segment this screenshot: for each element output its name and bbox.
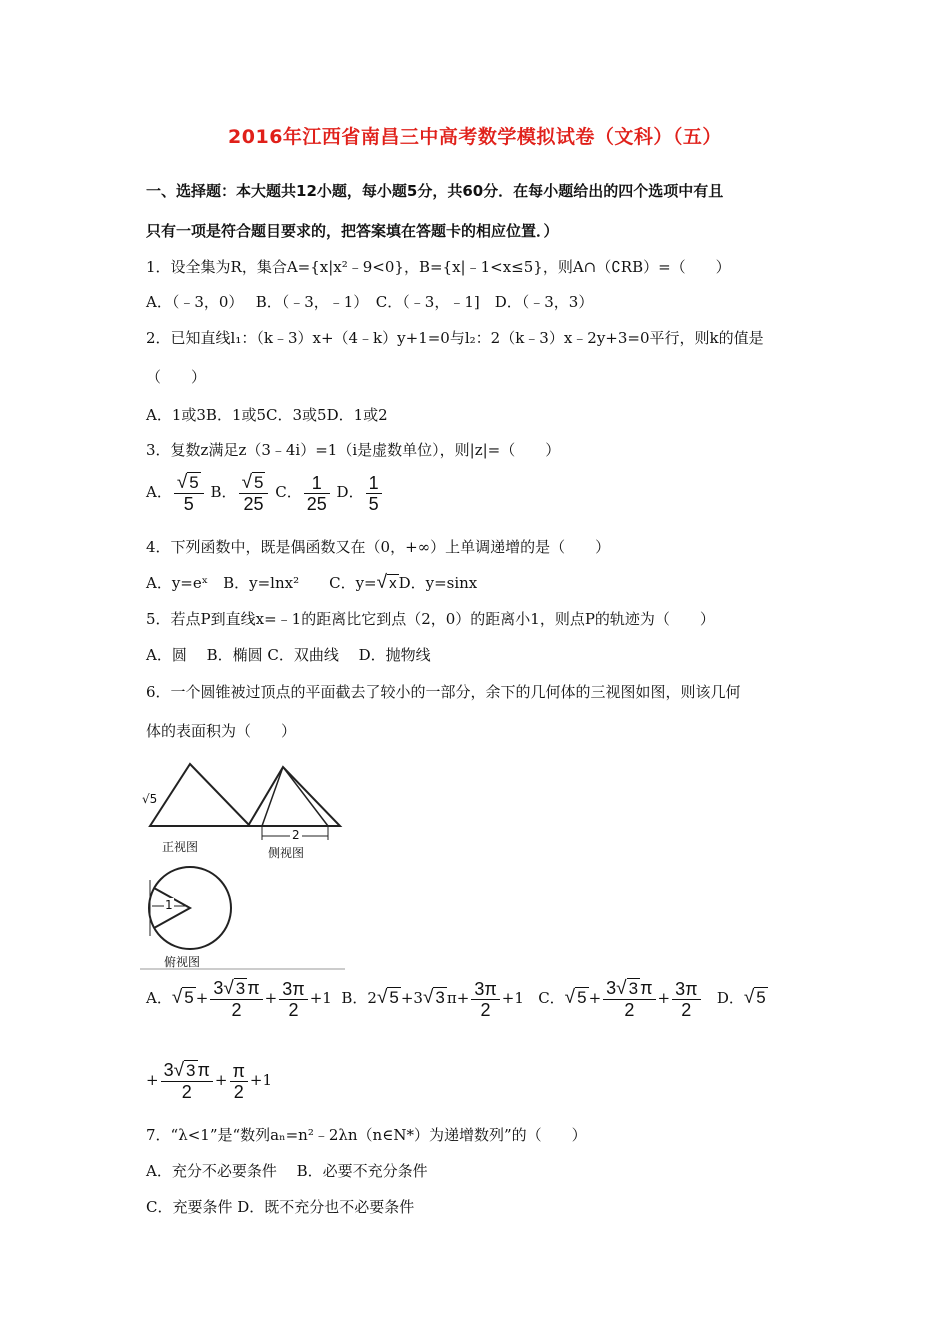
q7-options-1: A．充分不必要条件 B．必要不充分条件 xyxy=(146,1162,428,1180)
q3-b-numerator: 5 xyxy=(254,473,264,492)
q6-option-c-label: C． xyxy=(538,989,565,1007)
q3-d-numerator: 1 xyxy=(366,473,382,494)
q3-option-a-label: A． xyxy=(146,483,172,501)
fig-two-label: 2 xyxy=(292,828,300,842)
q3-stem: 3．复数z满足z（3﹣4i）=1（i是虚数单位），则|z|=（ ） xyxy=(146,441,561,459)
front-view-triangle xyxy=(150,764,250,826)
sqrt-icon: √ xyxy=(376,572,388,593)
q7-stem: 7．“λ<1”是“数列aₙ=n²﹣2λn（n∈N*）为递增数列”的（ ） xyxy=(146,1126,587,1144)
q6-c-frac2: $\frac{3\pi}{2}$ xyxy=(672,979,700,1020)
q6-b-frac: $\frac{3\pi}{2}$ xyxy=(471,979,499,1020)
q4-options xyxy=(146,572,477,594)
q2-stem-cont: （ ） xyxy=(146,368,207,386)
q6-options-row: A．√ 5 + $\frac{3√ 3 \pi}{2}$ + $\frac{3\pi}{2}$ +1 B．2√ 5 +3√ 3 π+ $\frac{3\pi}{2}$ +1 C．√ 5 + $\frac{3√ 3 \pi}{2}$ + $\frac{3\pi}{2}$ D．√ 5 xyxy=(146,978,766,1020)
q6-d-frac2: $\frac{\pi}{2}$ xyxy=(230,1061,248,1102)
q6-option-d-cont: + $\frac{3√ 3 \pi}{2}$ + $\frac{\pi}{2}$ +1 xyxy=(146,1060,273,1102)
q3-c-numerator: 1 xyxy=(304,473,330,494)
q3-option-d-fraction xyxy=(366,473,382,514)
q3-b-denominator: 25 xyxy=(243,494,264,514)
q6-a-frac2: $\frac{3\pi}{2}$ xyxy=(279,979,307,1020)
q3-d-denominator: 5 xyxy=(368,493,379,514)
q3-a-denominator: 5 xyxy=(183,494,194,514)
fig-sqrt5-label: √5 xyxy=(142,792,158,806)
fig-one-label: 1 xyxy=(165,898,173,912)
q2-stem: 2．已知直线l₁：（k﹣3）x+（4﹣k）y+1=0与l₂：2（k﹣3）x﹣2y+3=0平行，则k的值是 xyxy=(146,329,764,347)
q6-option-a-label: A． xyxy=(146,989,172,1007)
q4-stem: 4．下列函数中，既是偶函数又在（0，+∞）上单调递增的是（ ） xyxy=(146,538,611,556)
q6-d-frac1: $\frac{3√ 3 \pi}{2}$ xyxy=(161,1060,213,1102)
q4-option-d: D．y=sinx xyxy=(398,574,478,592)
q1-stem: 1．设全集为R，集合A={x|x²﹣9<0}，B={x|﹣1<x≤5}，则A∩（∁RB）=（ ） xyxy=(146,258,731,276)
q3-option-a-fraction: $\frac{√ 5}{5}$ xyxy=(174,472,204,514)
q3-option-c-fraction xyxy=(304,473,330,514)
q6-option-b-label: B． xyxy=(341,989,368,1007)
q3-c-denominator: 25 xyxy=(306,493,327,514)
q6-option-d-label: D． xyxy=(716,989,744,1007)
q3-options xyxy=(146,472,384,514)
q5-options: A．圆 B．椭圆 C．双曲线 D．抛物线 xyxy=(146,646,431,664)
three-view-drawing xyxy=(140,754,345,970)
q5-stem: 5．若点P到直线x=﹣1的距离比它到点（2，0）的距离小1，则点P的轨迹为（ ） xyxy=(146,610,715,628)
q4-sqrt-x: x xyxy=(389,575,397,592)
q6-a-sqrt5: 5 xyxy=(184,988,194,1007)
q3-option-b-fraction: $\frac{√ 5}{25}$ xyxy=(239,472,269,514)
three-view-figure xyxy=(140,754,345,970)
fig-front-caption: 正视图 xyxy=(162,840,199,854)
q6-a-plus: + xyxy=(195,989,209,1007)
q3-option-c-label: C． xyxy=(275,483,302,501)
q3-a-numerator: 5 xyxy=(189,473,199,492)
fig-side-caption: 侧视图 xyxy=(268,846,305,860)
side-view-inner xyxy=(262,767,328,826)
q6-a-frac1: $\frac{3√ 3 \pi}{2}$ xyxy=(210,978,262,1020)
section-heading-line2: 只有一项是符合题目要求的，把答案填在答题卡的相应位置．） xyxy=(146,222,559,240)
q4-options-ab: A．y=eˣ B．y=lnx² C．y= xyxy=(146,574,377,592)
q1-options: A．（﹣3，0） B．（﹣3，﹣1） C．（﹣3，﹣1] D．（﹣3，3） xyxy=(146,293,594,311)
side-view-outer xyxy=(248,767,340,826)
q7-options-2: C．充要条件 D．既不充分也不必要条件 xyxy=(146,1198,415,1216)
fig-top-caption: 俯视图 xyxy=(164,955,201,969)
section-heading-line1: 一、选择题：本大题共12小题，每小题5分，共60分．在每小题给出的四个选项中有且 xyxy=(146,182,724,200)
q2-options: A．1或3B．1或5C．3或5D．1或2 xyxy=(146,406,388,424)
q6-stem-cont: 体的表面积为（ ） xyxy=(146,722,297,740)
page-title: 2016年江西省南昌三中高考数学模拟试卷（文科）（五） xyxy=(228,126,722,148)
q3-option-b-label: B． xyxy=(210,483,237,501)
q6-c-frac1: $\frac{3√ 3 \pi}{2}$ xyxy=(603,978,655,1020)
q6-stem: 6．一个圆锥被过顶点的平面截去了较小的一部分，余下的几何体的三视图如图，则该几何 xyxy=(146,683,741,701)
q3-option-d-label: D． xyxy=(336,483,364,501)
